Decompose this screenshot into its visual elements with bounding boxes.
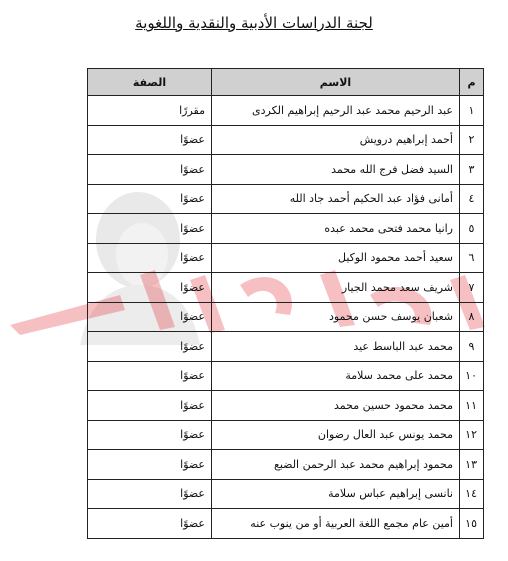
table-row: [88, 361, 484, 391]
member-name: السيد فضل فرج الله محمد: [212, 155, 460, 185]
member-name: محمد يونس عبد العال رضوان: [212, 420, 460, 450]
member-name: أمانى فؤاد عبد الحكيم أحمد جاد الله: [212, 184, 460, 214]
member-name: محمد محمود حسين محمد: [212, 391, 460, 421]
member-name: محمد عبد الباسط عيد: [212, 332, 460, 362]
row-number: ١٥: [460, 509, 484, 539]
row-number: ٢: [460, 125, 484, 155]
member-role: عضوًا: [88, 302, 212, 332]
member-name: نانسى إبراهيم عباس سلامة: [212, 479, 460, 509]
member-role: عضوًا: [88, 361, 212, 391]
table-row: [88, 214, 484, 244]
row-number: ٥: [460, 214, 484, 244]
page-title: لجنة الدراسات الأدبية والنقدية واللغوية: [135, 14, 373, 32]
member-role: عضوًا: [88, 155, 212, 185]
header-role: الصفة: [88, 69, 212, 96]
member-name: شريف سعد محمد الجيار: [212, 273, 460, 303]
member-name: رانيا محمد فتحى محمد عبده: [212, 214, 460, 244]
member-role: عضوًا: [88, 243, 212, 273]
row-number: ٤: [460, 184, 484, 214]
row-number: ١١: [460, 391, 484, 421]
member-role: عضوًا: [88, 125, 212, 155]
row-number: ١٠: [460, 361, 484, 391]
table-row: [88, 302, 484, 332]
row-number: ٦: [460, 243, 484, 273]
row-number: ١٣: [460, 450, 484, 480]
member-name: أمين عام مجمع اللغة العربية أو من ينوب عنه: [212, 509, 460, 539]
row-number: ٨: [460, 302, 484, 332]
table-row: [88, 273, 484, 303]
table-row: [88, 391, 484, 421]
member-name: أحمد إبراهيم درويش: [212, 125, 460, 155]
table-row: [88, 184, 484, 214]
table-header-row: [88, 69, 484, 96]
member-role: عضوًا: [88, 273, 212, 303]
member-role: عضوًا: [88, 332, 212, 362]
member-role: عضوًا: [88, 509, 212, 539]
member-role: عضوًا: [88, 214, 212, 244]
table-row: [88, 125, 484, 155]
member-role: عضوًا: [88, 184, 212, 214]
member-name: عبد الرحيم محمد عبد الرحيم إبراهيم الكردى: [212, 96, 460, 126]
table-row: [88, 479, 484, 509]
member-role: عضوًا: [88, 420, 212, 450]
row-number: ١: [460, 96, 484, 126]
table-row: [88, 243, 484, 273]
row-number: ١٤: [460, 479, 484, 509]
table-row: [88, 509, 484, 539]
row-number: ١٢: [460, 420, 484, 450]
member-name: سعيد أحمد محمود الوكيل: [212, 243, 460, 273]
member-role: مقررًا: [88, 96, 212, 126]
table-row: [88, 332, 484, 362]
member-name: محمد على محمد سلامة: [212, 361, 460, 391]
row-number: ٧: [460, 273, 484, 303]
members-table: [87, 68, 484, 539]
member-role: عضوًا: [88, 391, 212, 421]
table-row: [88, 450, 484, 480]
header-name: الاسم: [212, 69, 460, 96]
table-row: [88, 420, 484, 450]
row-number: ٣: [460, 155, 484, 185]
member-name: شعبان يوسف حسن محمود: [212, 302, 460, 332]
header-number: م: [460, 69, 484, 96]
table-row: [88, 96, 484, 126]
table-row: [88, 155, 484, 185]
member-role: عضوًا: [88, 450, 212, 480]
member-name: محمود إبراهيم محمد عبد الرحمن الضبع: [212, 450, 460, 480]
row-number: ٩: [460, 332, 484, 362]
member-role: عضوًا: [88, 479, 212, 509]
